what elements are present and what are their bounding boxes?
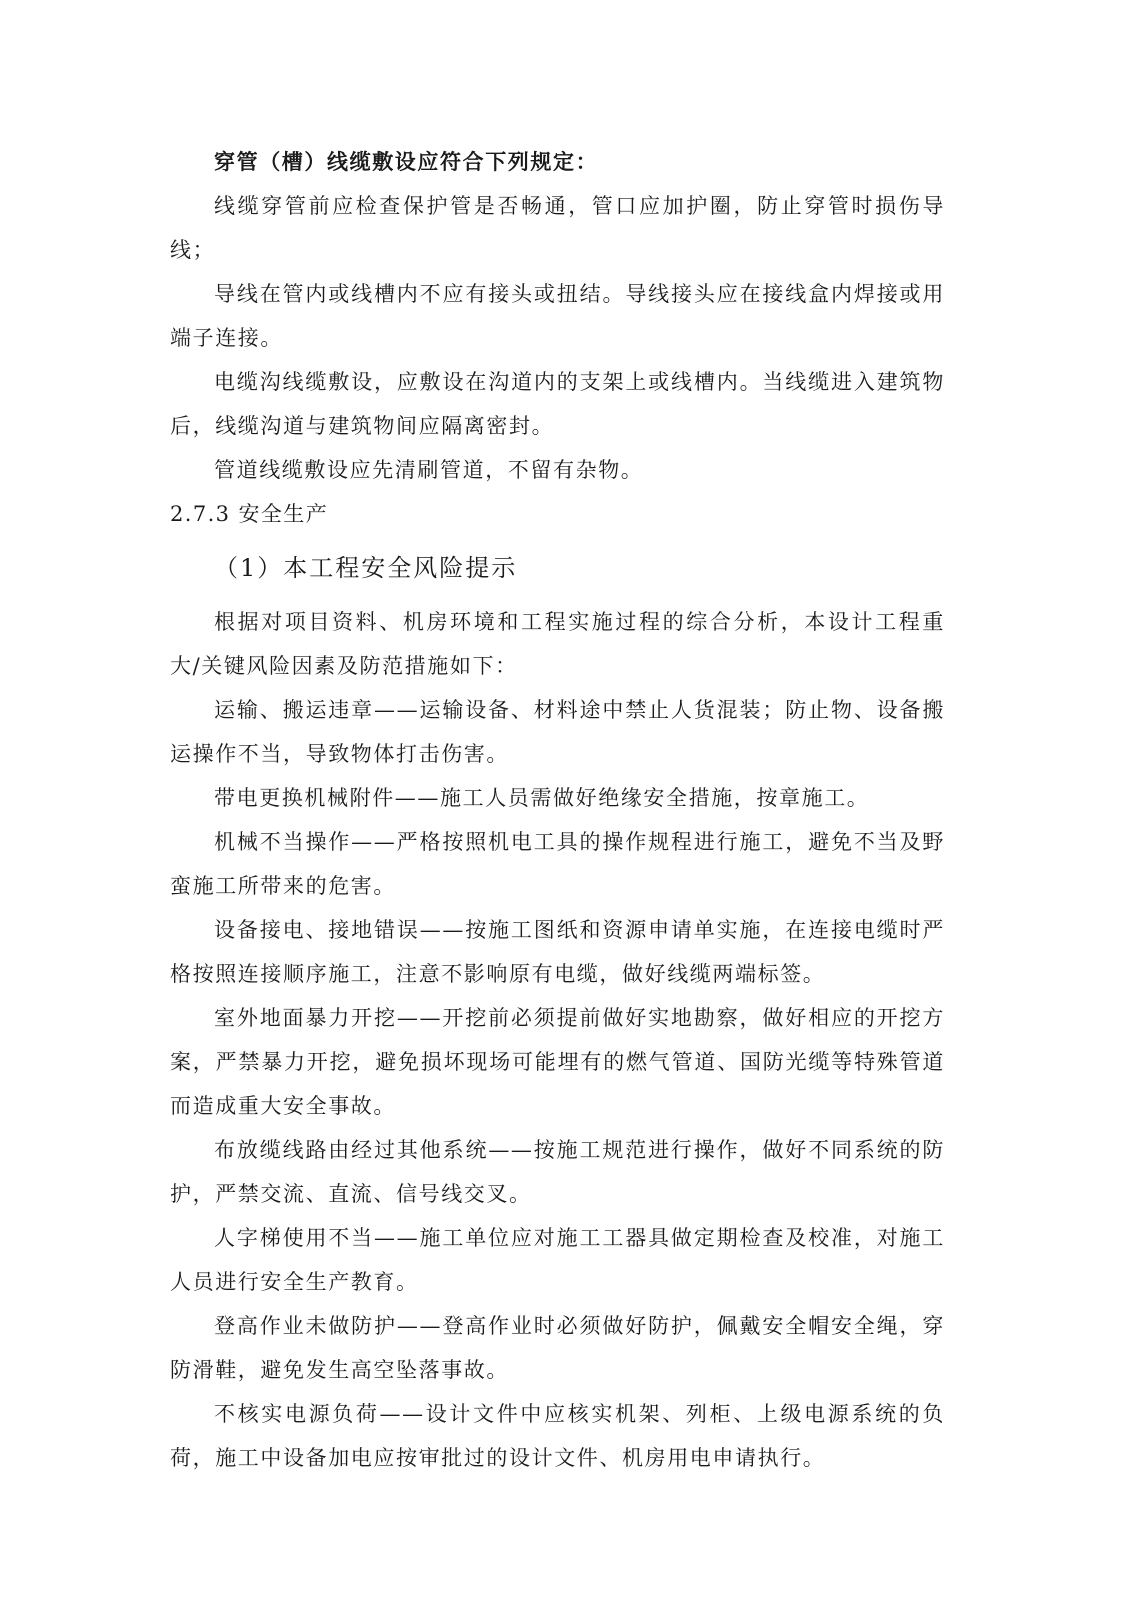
risk-paragraph: 布放缆线路由经过其他系统——按施工规范进行操作，做好不同系统的防护，严禁交流、直流、信号线交叉。 xyxy=(170,1138,945,1206)
risk-paragraph: 带电更换机械附件——施工人员需做好绝缘安全措施，按章施工。 xyxy=(214,786,870,810)
section-heading: 2.7.3 安全生产 xyxy=(170,502,329,526)
risk-paragraph: 设备接电、接地错误——按施工图纸和资源申请单实施，在连接电缆时严格按照连接顺序施工，注意不影响原有电缆，做好线缆两端标签。 xyxy=(170,918,945,986)
page-content xyxy=(170,140,945,1480)
cable-rule-paragraph: 线缆穿管前应检查保护管是否畅通，管口应加护圈，防止穿管时损伤导线； xyxy=(170,194,945,262)
risk-paragraph: 人字梯使用不当——施工单位应对施工工器具做定期检查及校准，对施工人员进行安全生产教育。 xyxy=(170,1226,945,1294)
cable-rule-paragraph: 电缆沟线缆敷设，应敷设在沟道内的支架上或线槽内。当线缆进入建筑物后，线缆沟道与建筑物间应隔离密封。 xyxy=(170,370,945,438)
cable-rule-paragraph: 导线在管内或线槽内不应有接头或扭结。导线接头应在接线盒内焊接或用端子连接。 xyxy=(170,282,945,350)
risk-paragraph: 室外地面暴力开挖——开挖前必须提前做好实地勘察，做好相应的开挖方案，严禁暴力开挖，避免损坏现场可能埋有的燃气管道、国防光缆等特殊管道而造成重大安全事故。 xyxy=(170,1006,945,1118)
risk-paragraph: 不核实电源负荷——设计文件中应核实机架、列柜、上级电源系统的负荷，施工中设备加电应按审批过的设计文件、机房用电申请执行。 xyxy=(170,1402,945,1470)
subsection-heading: （1）本工程安全风险提示 xyxy=(214,554,518,582)
cable-rules-title: 穿管（槽）线缆敷设应符合下列规定： xyxy=(214,149,599,174)
risk-paragraph: 运输、搬运违章——运输设备、材料途中禁止人货混装；防止物、设备搬运操作不当，导致物体打击伤害。 xyxy=(170,698,945,766)
risk-paragraph: 机械不当操作——严格按照机电工具的操作规程进行施工，避免不当及野蛮施工所带来的危害。 xyxy=(170,830,945,898)
cable-rule-paragraph: 管道线缆敷设应先清刷管道，不留有杂物。 xyxy=(214,458,644,482)
risk-paragraph: 登高作业未做防护——登高作业时必须做好防护，佩戴安全帽安全绳，穿防滑鞋，避免发生高空坠落事故。 xyxy=(170,1314,945,1382)
risk-intro-paragraph: 根据对项目资料、机房环境和工程实施过程的综合分析，本设计工程重大/关键风险因素及防范措施如下： xyxy=(170,610,945,678)
